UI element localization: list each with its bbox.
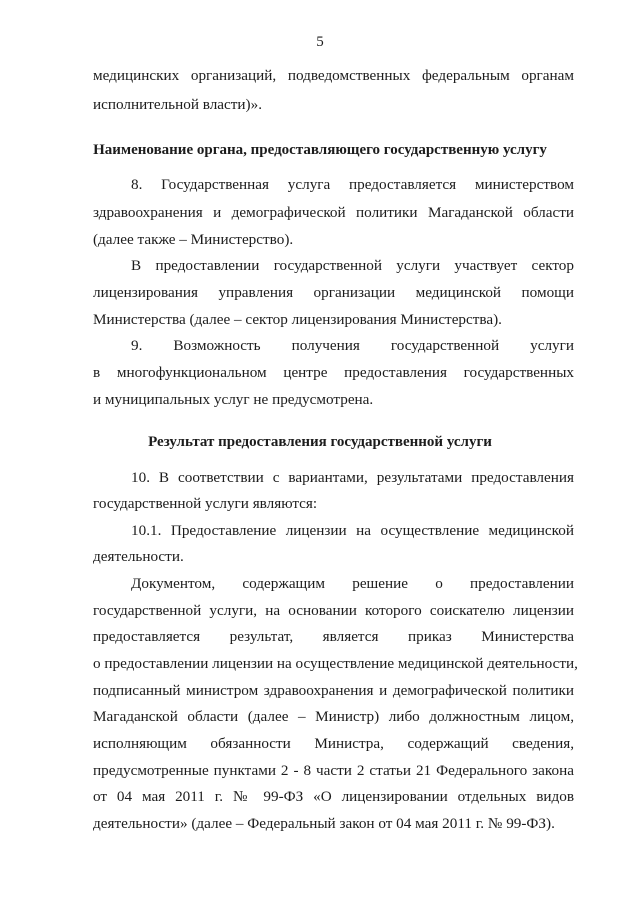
text-line: В предоставлении государственной услуги участвует сектор <box>131 257 574 274</box>
text-line: деятельности. <box>93 548 184 565</box>
text-line: здравоохранения и демографической политики Магаданской области <box>93 204 574 221</box>
text-line: в многофункциональном центре предоставления государственных <box>93 364 574 381</box>
text-line: медицинских организаций, подведомственных федеральным органам <box>93 67 574 84</box>
text-line: предоставляется результат, является приказ Министерства <box>93 628 574 645</box>
section-heading: Результат предоставления государственной услуги <box>148 434 492 450</box>
section-heading: Наименование органа, предоставляющего государственную услугу <box>93 142 547 158</box>
text-line: исполнительной власти)». <box>93 96 262 113</box>
text-line: от 04 мая 2011 г. № 99-ФЗ «О лицензировании отдельных видов <box>93 788 574 805</box>
text-line: подписанный министром здравоохранения и демографической политики <box>93 682 574 699</box>
text-line: Магаданской области (далее – Министр) либо должностным лицом, <box>93 708 574 725</box>
text-line: и муниципальных услуг не предусмотрена. <box>93 391 374 408</box>
text-line: предусмотренные пунктами 2 - 8 части 2 статьи 21 Федерального закона <box>93 762 574 779</box>
text-line: Документом, содержащим решение о предоставлении <box>131 575 574 592</box>
text-line: исполняющим обязанности Министра, содержащий сведения, <box>93 735 574 752</box>
text-line: (далее также – Министерство). <box>93 231 294 248</box>
text-line: деятельности» (далее – Федеральный закон от 04 мая 2011 г. № 99-ФЗ). <box>93 815 555 832</box>
text-line: 9. Возможность получения государственной услуги <box>131 337 574 354</box>
text-line: 10. В соответствии с вариантами, результатами предоставления <box>131 469 574 486</box>
text-line: Министерства (далее – сектор лицензирования Министерства). <box>93 311 502 328</box>
text-line: 8. Государственная услуга предоставляется министерством <box>131 176 574 193</box>
text-line: 10.1. Предоставление лицензии на осуществление медицинской <box>131 522 574 539</box>
text-line: лицензирования управления организации медицинской помощи <box>93 284 574 301</box>
page-number: 5 <box>316 34 324 50</box>
text-line: о предоставлении лицензии на осуществление медицинской деятельности, <box>93 655 578 672</box>
text-line: государственной услуги являются: <box>93 495 318 512</box>
text-line: государственной услуги, на основании которого соискателю лицензии <box>93 602 574 619</box>
